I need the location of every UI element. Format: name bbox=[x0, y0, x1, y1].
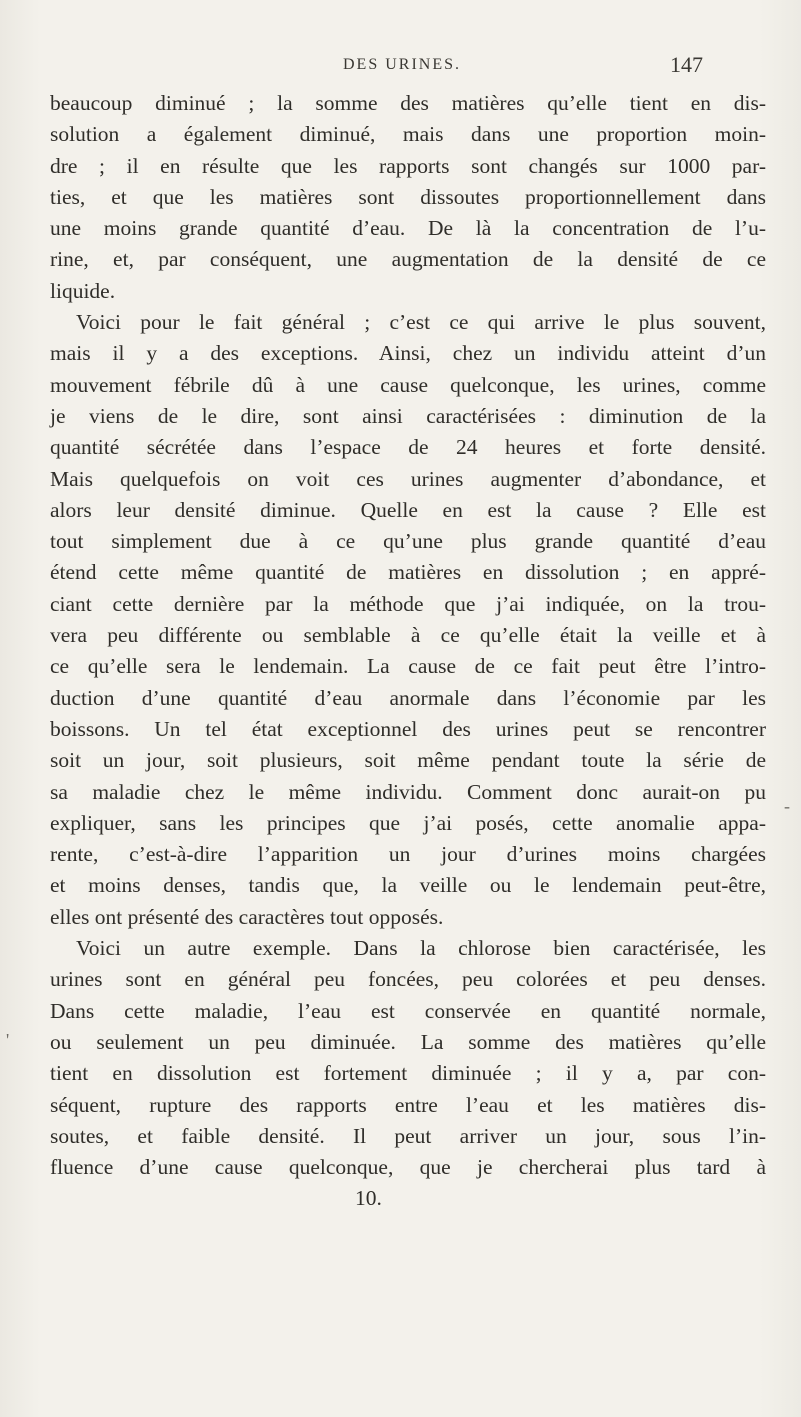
text-line: expliquer, sans les principes que j’ai posés, cette anomalie appa- bbox=[50, 810, 766, 835]
text-line: beaucoup diminué ; la somme des matières qu’elle tient en dis- bbox=[50, 91, 766, 115]
text-line: Mais quelquefois on voit ces urines augmenter d’abondance, et bbox=[50, 466, 766, 491]
text-line: sa maladie chez le même individu. Comment donc aurait-on pu bbox=[50, 779, 766, 804]
text-line: ce qu’elle sera le lendemain. La cause de ce fait peut être l’intro- bbox=[50, 654, 766, 679]
text-line: rente, c’est-à-dire l’apparition un jour d’urines moins chargées bbox=[50, 842, 766, 867]
text-line: liquide. bbox=[50, 278, 116, 303]
text-line: une moins grande quantité d’eau. De là la concentration de l’u- bbox=[50, 216, 766, 241]
text-line: soutes, et faible densité. Il peut arriver un jour, sous l’in- bbox=[50, 1123, 766, 1148]
text-line: elles ont présenté des caractères tout opposés. bbox=[50, 904, 444, 929]
text-line: duction d’une quantité d’eau anormale dans l’économie par les bbox=[50, 685, 766, 710]
running-header: DES URINES. bbox=[342, 56, 461, 73]
text-line: solution a également diminué, mais dans une proportion moin- bbox=[50, 122, 766, 147]
text-line: ties, et que les matières sont dissoutes proportionnellement dans bbox=[50, 184, 766, 209]
signature-mark: 10. bbox=[355, 1186, 382, 1211]
paragraph-1 bbox=[50, 88, 766, 307]
text-line: Voici un autre exemple. Dans la chlorose bien caractérisée, les bbox=[76, 936, 766, 961]
text-line: séquent, rupture des rapports entre l’eau et les matières dis- bbox=[50, 1092, 766, 1117]
text-line: soit un jour, soit plusieurs, soit même pendant toute la série de bbox=[50, 748, 766, 773]
text-line: quantité sécrétée dans l’espace de 24 heures et forte densité. bbox=[50, 435, 766, 460]
text-line: mouvement fébrile dû à une cause quelconque, les urines, comme bbox=[50, 372, 766, 397]
text-line: je viens de le dire, sont ainsi caractérisées : diminution de la bbox=[50, 403, 766, 428]
text-line: tout simplement due à ce qu’une plus grande quantité d’eau bbox=[50, 529, 766, 554]
text-line: étend cette même quantité de matières en dissolution ; en appré- bbox=[50, 560, 766, 585]
text-line: Voici pour le fait général ; c’est ce qui arrive le plus souvent, bbox=[76, 310, 766, 335]
text-line: fluence d’une cause quelconque, que je chercherai plus tard à bbox=[50, 1155, 766, 1180]
page-number: 147 bbox=[670, 52, 703, 77]
text-line: alors leur densité diminue. Quelle en est la cause ? Elle est bbox=[50, 497, 766, 522]
text-line: vera peu différente ou semblable à ce qu’elle était la veille et à bbox=[50, 623, 766, 648]
body-text bbox=[50, 88, 766, 1215]
text-line: urines sont en général peu foncées, peu colorées et peu denses. bbox=[50, 967, 766, 992]
paragraph-2 bbox=[50, 307, 766, 933]
text-line: et moins denses, tandis que, la veille ou le lendemain peut-être, bbox=[50, 873, 766, 898]
text-line: mais il y a des exceptions. Ainsi, chez un individu atteint d’un bbox=[50, 341, 766, 366]
margin-tick: ' bbox=[6, 1030, 10, 1050]
text-line: tient en dissolution est fortement diminuée ; il y a, par con- bbox=[50, 1061, 766, 1086]
text-line: ou seulement un peu diminuée. La somme des matières qu’elle bbox=[50, 1029, 766, 1054]
text-line: Dans cette maladie, l’eau est conservée en quantité normale, bbox=[50, 998, 766, 1023]
paragraph-3 bbox=[50, 933, 766, 1183]
text-line: ciant cette dernière par la méthode que j’ai indiquée, on la trou- bbox=[50, 591, 766, 616]
text-line: dre ; il en résulte que les rapports sont changés sur 1000 par- bbox=[50, 153, 766, 178]
margin-tick: - bbox=[784, 796, 790, 816]
text-line: rine, et, par conséquent, une augmentation de la densité de ce bbox=[50, 247, 766, 272]
text-line: boissons. Un tel état exceptionnel des urines peut se rencontrer bbox=[50, 716, 766, 741]
